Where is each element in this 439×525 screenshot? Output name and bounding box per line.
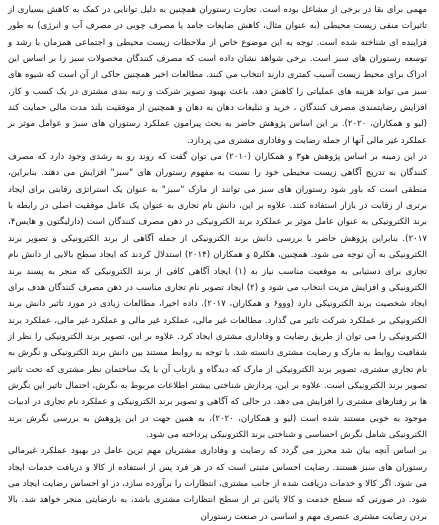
paragraph-satisfaction: بر اساس آنچه بیان شد محرز می گردد که رضایت و وفاداری مشتریان مهم ترین عامل در بهبود عملکرد غیرمالی رستوران های سبز هستند. رضایت احساس مثبتی است که در هر فرد پس از استفاده از کالا و دریافت خدمات ایجاد می شود. اگر کالا و خدمات دریافت شده از جانب مشتری، انتظارات را برآورده سازد، در او احساس رضایت ایجاد می شود. در صورتی که سطح خدمت و کالا پائین تر از سطح انتظارات مشتری باشد، به نارضایتی منجر خواهد شد. بالا بردن رضایت مشتری عنصری مهم و اساسی در صنعت رستوران <box>8 446 427 522</box>
paragraph-brand-knowledge: در این زمینه بر اساس پژوهش هو۳ و همکاران (۲۰۱۰) می توان گفت که روند رو به رشدی وجود دارد که مصرف کنندگان به تدریج آگاهی زیست محیطی خود را نسبت به مفهوم رستوران های "سبز" افزایش می دهند. بنابراین، منطقی است که باور شود رستوران های سبز می توانند از مارک "سبز" به عنوان یک استراتژی رقابتی برای ایجاد برتری از رقابت در بازار استفاده کنند. علاوه بر این، دانش نام تجاری به عنوان یک عامل موفقیت اصلی در رابطه با برند الکترونیکی به عنوان عامل موثر بر عملکرد برند الکترونیکی در ذهن مصرف کنندگان است (دارلیگتون و هایس۴، ۲۰۱۷). بنابراین پژوهش حاضر با بررسی دانش برند الکترونیکی از جمله آگاهی از برند الکترونیکی و تصویر برند الکترونیکی به آن توجه می شود. همچنین، هکلر۵ و همکاران (۲۰۱۴) استدلال کردند که ایجاد سطح بالایی از دانش نام تجاری برای دستیابی به موقعیت مناسب نیاز به (۱) ایجاد آگاهی کافی از برند الکترونیکی که منجر به پسند برند الکترونیکی و افزایش مزیت انتخاب می شود و (۲) ایجاد تصویر نام تجاری مناسب در ذهن مصرف کنندگان هدف برای ایجاد شخصیت برند الکترونیکی دارد (ووو۶ و همکاران، ۲۰۱۷). داده اخیرا، مطالعات زیادی در مورد تاثیر دانش برند الکترونیکی بر عملکرد شرکت تاثیر می گذارد. مطالعات غیر مالی، عملکرد غیر مالی و عملکرد غیر مالی، عملکرد برند الکترونیکی را می توان از طریق رضایت و وفاداری مشتری ایجاد کرد. علاوه بر این، تصویر برند الکترونیکی را نظر از شفافیت روابط به مارک و رضایت مشتری دانسته شد. با توجه به روابط مستند بین دانش برند الکترونیکی و نگرش به نام تجاری مشتری، تصویر برند الکترونیکی از مارک که دیدگاه و بازتاب آن با یک ساختمان نظر مشتری که تحت تاثیر تصویر برند الکترونیکی است. علاوه بر این، پردازش شناختی بیشتر اطلاعات مربوط به نگرش، احتمال تاثیر این نگرش ها بر رفتارهای مشتری را افزایش می دهد. در حالی که آگاهی و تصویر برند الکترونیکی و عملکرد نام تجاری در ادبیات موجود به خوبی مستند شده است (لیو و همکاران، ۲۰۲۰)، به همین جهت در این پژوهش به بررسی نگرش برند الکترونیکی شامل نگرش احساسی و شناختی برند الکترونیکی پرداخته می شود. <box>8 152 427 440</box>
paragraph-intro: مهمی برای بقا در برخی از مشاغل بوده است. تجارت رستوران همچنین به دلیل توانایی در کمک به کاهش بسیاری از تاثیرات منفی زیست محیطی (به عنوان مثال، کاهش ضایعات جامد یا مصرف چوبی در مصرف آب و انرژی) به طور فزاینده ای شناخته شده است. توجه به این موضوع خاص از ملاحظات زیست محیطی و اجتماعی همزمان با رشد و توسعه رستوران های سبز است. برخی شواهد نشان داده است که مصرف کنندگان محصولات سبز را بر اساس این ادراک برای محیط زیست آسیب کمتری دارند انتخاب می کنند. مطالعات اخیر همچنین حاکی از آن است که شیوه های سبز می تواند هزینه های عملیاتی را کاهش دهد، باعث بهبود تصویر شرکت و رتبه بندی مشتری در یک کسب و کار، افزایش رضایتمندی مصرف کنندگان ، خرید و تبلیغات دهان به دهان و همچنین از موفقیت بلند مدت مالی حمایت کند (لیو و همکاران، ۲۰۲۰). بر این اساس پژوهش حاضر به بحث پیرامون عملکرد رستوران های سبز و عوامل موثر بر عملکرد غیر مالی آنها از جمله رضایت و وفاداری مشتری می پردازد. <box>8 5 427 146</box>
